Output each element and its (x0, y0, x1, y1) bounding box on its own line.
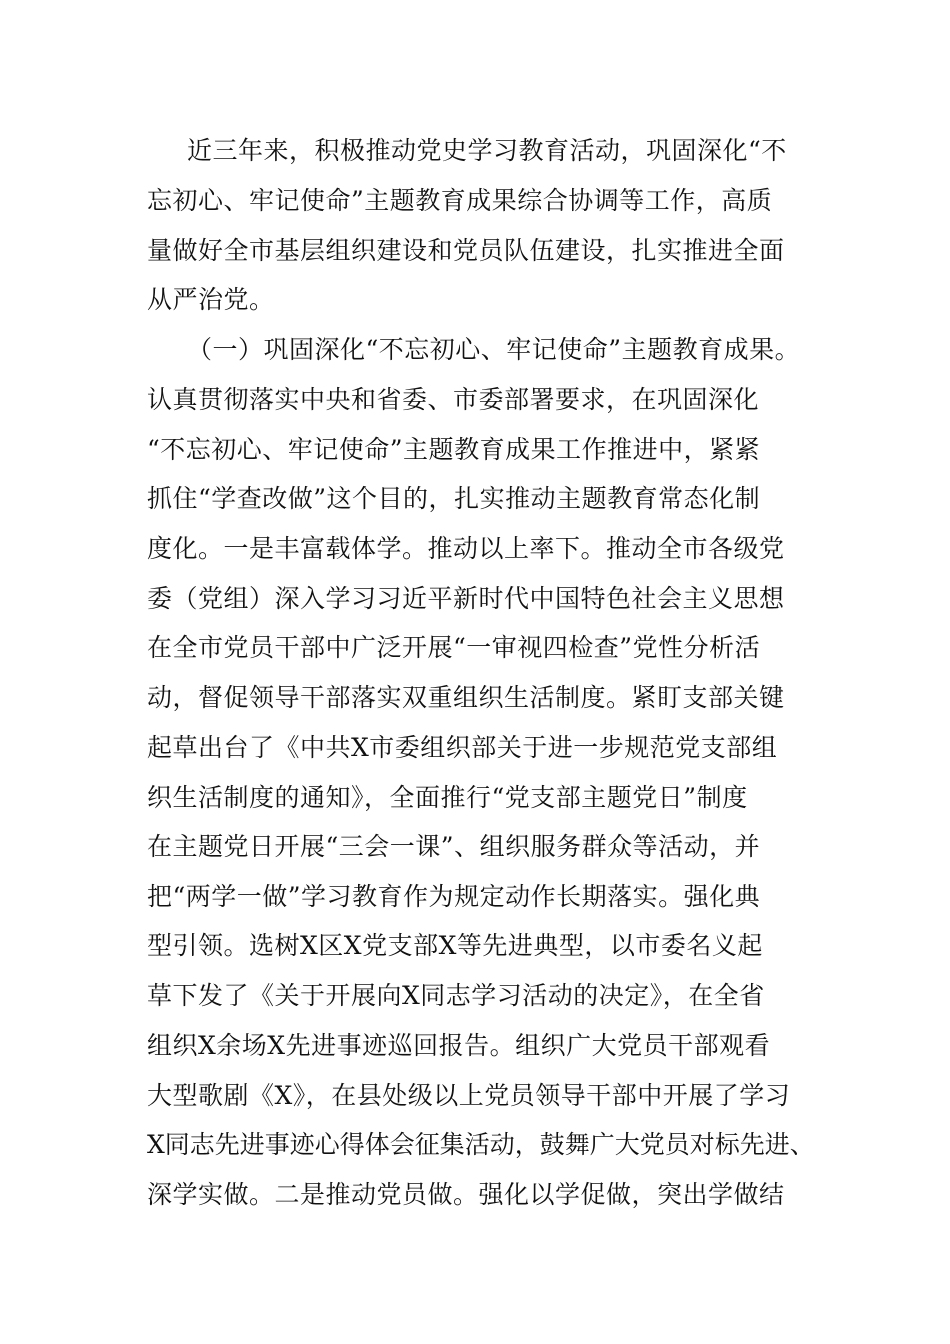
text-line: 委（党组）深入学习习近平新时代中国特色社会主义思想 (147, 584, 785, 613)
text-line: 动，督促领导干部落实双重组织生活制度。紧盯支部关键 (147, 683, 785, 712)
text-line: 把“两学一做”学习教育作为规定动作长期落实。强化典 (147, 882, 761, 911)
text-line: 组织X余场X先进事迹巡回报告。组织广大党员干部观看 (147, 1031, 771, 1060)
text-line: 近三年来，积极推动党史学习教育活动，巩固深化“不 (187, 136, 787, 165)
text-line: 在全市党员干部中广泛开展“一审视四检查”党性分析活 (147, 633, 761, 662)
text-line: 认真贯彻落实中央和省委、市委部署要求，在巩固深化 (147, 385, 760, 414)
text-line: “不忘初心、牢记使命”主题教育成果工作推进中，紧紧 (147, 435, 761, 464)
section-heading: （一）巩固深化“不忘初心、牢记使命”主题教育成果。 (187, 335, 801, 364)
text-line: 草下发了《关于开展向X同志学习活动的决定》，在全省 (147, 981, 765, 1010)
text-line: 度化。一是丰富载体学。推动以上率下。推动全市各级党 (147, 534, 785, 563)
text-line: 忘初心、牢记使命”主题教育成果综合协调等工作，高质 (147, 186, 773, 215)
text-line: 从严治党。 (147, 285, 275, 314)
text-line: 在主题党日开展“三会一课”、组织服务群众等活动，并 (147, 832, 761, 861)
text-line: X同志先进事迹心得体会征集活动，鼓舞广大党员对标先进、 (147, 1130, 815, 1159)
text-line: 织生活制度的通知》，全面推行“党支部主题党日”制度 (147, 783, 748, 812)
text-line: 量做好全市基层组织建设和党员队伍建设，扎实推进全面 (147, 236, 785, 265)
text-line: 深学实做。二是推动党员做。强化以学促做，突出学做结 (147, 1180, 785, 1209)
text-line: 起草出台了《中共X市委组织部关于进一步规范党支部组 (147, 733, 778, 762)
text-line: 型引领。选树X区X党支部X等先进典型，以市委名义起 (147, 931, 763, 960)
text-line: 大型歌剧《X》，在县处级以上党员领导干部中开展了学习 (147, 1081, 791, 1110)
text-line: 抓住“学查改做”这个目的，扎实推动主题教育常态化制 (147, 484, 761, 513)
